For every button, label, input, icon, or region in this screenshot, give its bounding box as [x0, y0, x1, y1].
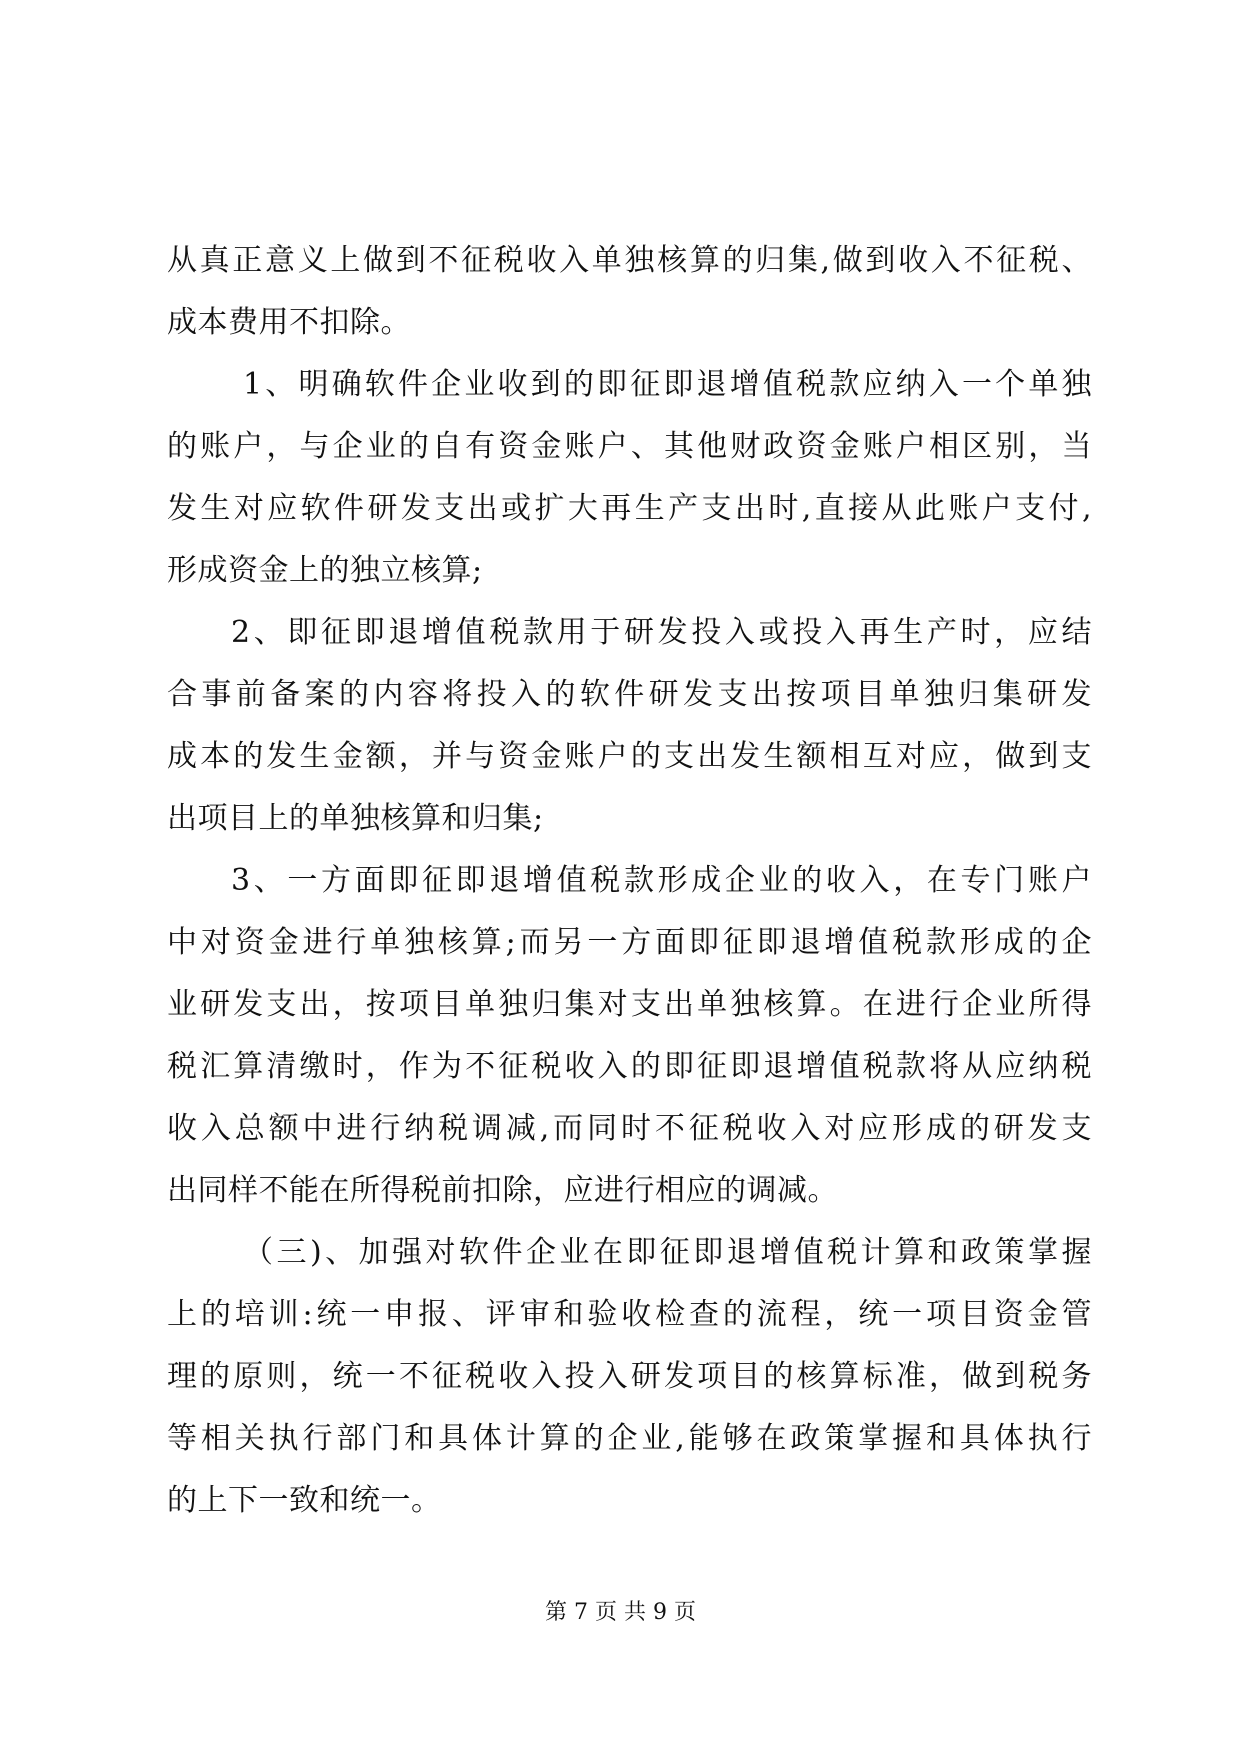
text-line: 出项目上的单独核算和归集; [167, 801, 544, 836]
text-line: 业研发支出，按项目单独归集对支出单独核算。在进行企业所得 [167, 987, 1092, 1022]
text-line: 出同样不能在所得税前扣除，应进行相应的调减。 [167, 1173, 838, 1208]
page-footer: 第 7 页 共 9 页 [545, 1600, 696, 1625]
text-line: 2、即征即退增值税款用于研发投入或投入再生产时，应结 [231, 615, 1092, 650]
text-line: 理的原则，统一不征税收入投入研发项目的核算标准，做到税务 [167, 1359, 1092, 1394]
text-line: 合事前备案的内容将投入的软件研发支出按项目单独归集研发 [167, 677, 1092, 712]
text-line: 成本的发生金额，并与资金账户的支出发生额相互对应，做到支 [167, 739, 1092, 774]
text-line: 1、明确软件企业收到的即征即退增值税款应纳入一个单独 [243, 367, 1092, 402]
text-line: 税汇算清缴时，作为不征税收入的即征即退增值税款将从应纳税 [167, 1049, 1092, 1084]
text-line: 形成资金上的独立核算; [167, 553, 483, 588]
text-line: 的账户，与企业的自有资金账户、其他财政资金账户相区别，当 [167, 429, 1092, 464]
text-line: （三)、加强对软件企业在即征即退增值税计算和政策掌握 [243, 1235, 1092, 1270]
text-line: 中对资金进行单独核算;而另一方面即征即退增值税款形成的企 [167, 925, 1092, 960]
text-line: 的上下一致和统一。 [167, 1483, 442, 1518]
text-line: 上的培训:统一申报、评审和验收检查的流程，统一项目资金管 [167, 1297, 1092, 1332]
text-line: 等相关执行部门和具体计算的企业,能够在政策掌握和具体执行 [167, 1421, 1092, 1456]
text-line: 3、一方面即征即退增值税款形成企业的收入，在专门账户 [231, 863, 1092, 898]
text-line: 发生对应软件研发支出或扩大再生产支出时,直接从此账户支付, [167, 491, 1092, 526]
document-body [167, 230, 1092, 1532]
text-line: 从真正意义上做到不征税收入单独核算的归集,做到收入不征税、 [167, 243, 1092, 278]
text-line: 成本费用不扣除。 [167, 305, 411, 340]
text-line: 收入总额中进行纳税调减,而同时不征税收入对应形成的研发支 [167, 1111, 1092, 1146]
